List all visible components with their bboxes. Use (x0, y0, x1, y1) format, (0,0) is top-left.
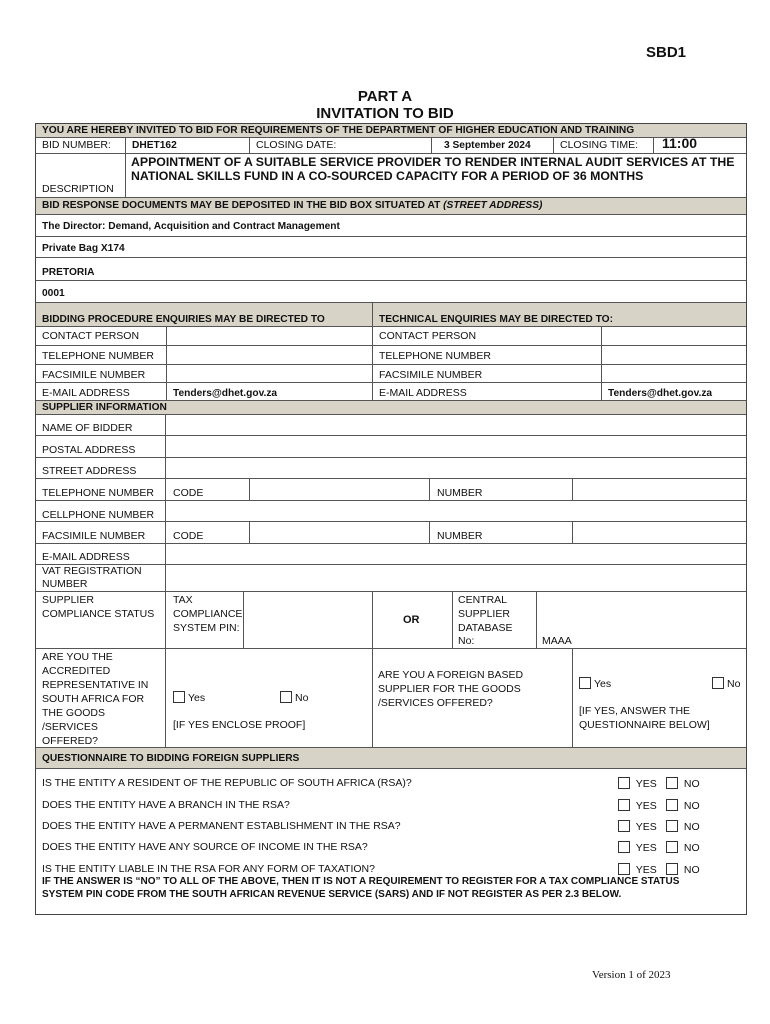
question-3-text: DOES THE ENTITY HAVE A PERMANENT ESTABLISHMENT IN THE RSA? (42, 820, 401, 832)
vat-label-line-2: NUMBER (42, 578, 88, 590)
deposit-line-4-row (36, 281, 746, 303)
question-1-yes-label: YES (635, 778, 657, 790)
or-label: OR (403, 614, 420, 626)
bid-number-value: DHET162 (132, 140, 177, 151)
technical-contact-label: CONTACT PERSON (379, 330, 477, 342)
question-2-no-label: NO (683, 800, 700, 812)
compliance-row (36, 592, 746, 649)
vat-label-line-1: VAT REGISTRATION (42, 565, 142, 577)
version-footer: Version 1 of 2023 (592, 969, 671, 981)
invite-header-row (36, 124, 746, 138)
csd-label-line-4: No: (458, 635, 475, 647)
supplier-telephone-row (36, 479, 746, 501)
deposit-line-3-row (36, 258, 746, 281)
accredited-no-label: No (295, 692, 309, 704)
facsimile-number-field[interactable] (572, 522, 746, 543)
deposit-line-2: Private Bag X174 (42, 243, 125, 254)
csd-number-field[interactable] (536, 592, 746, 648)
technical-contact-field[interactable] (601, 327, 746, 345)
supplier-facsimile-label: FACSIMILE NUMBER (42, 530, 146, 542)
cellphone-label: CELLPHONE NUMBER (42, 509, 155, 521)
question-3-no[interactable] (666, 820, 700, 835)
accredited-no-option[interactable] (280, 691, 308, 706)
question-3-yes-label: YES (635, 821, 657, 833)
foreign-note-line-2: QUESTIONNAIRE BELOW] (579, 719, 710, 731)
technical-telephone-label-cell (372, 346, 601, 364)
closing-time-cell[interactable] (653, 135, 746, 153)
technical-telephone-field[interactable] (601, 346, 746, 364)
cellphone-row (36, 501, 746, 522)
csd-label-cell (452, 592, 536, 648)
accredited-yes-checkbox[interactable] (173, 691, 185, 703)
telephone-number-label: NUMBER (437, 487, 483, 499)
deposit-header-row (36, 198, 746, 215)
questionnaire-note-line-2: SYSTEM PIN CODE FROM THE SOUTH AFRICAN REVENUE SERVICE (SARS) AND IF NOT REGISTER AS PER 2.3 BELOW. (42, 889, 622, 900)
accredited-yes-option[interactable] (173, 691, 205, 706)
bidding-facsimile-field[interactable] (166, 365, 372, 382)
technical-email-value: Tenders@dhet.gov.za (608, 388, 713, 399)
supplier-email-label: E-MAIL ADDRESS (42, 551, 130, 563)
supplier-email-row (36, 544, 746, 565)
deposit-header-italic: (STREET ADDRESS) (443, 200, 543, 211)
accredited-line-4: SOUTH AFRICA FOR (42, 693, 145, 705)
questionnaire-header-row (36, 748, 746, 769)
enclose-proof-note: [IF YES ENCLOSE PROOF] (173, 719, 306, 731)
supplier-facsimile-row (36, 522, 746, 544)
document-code: SBD1 (646, 44, 687, 61)
closing-date-label-cell (249, 138, 431, 153)
technical-enquiries-header: TECHNICAL ENQUIRIES MAY BE DIRECTED TO: (379, 314, 613, 325)
question-1-yes[interactable] (618, 777, 657, 792)
cellphone-field[interactable] (165, 501, 746, 521)
questionnaire-header: QUESTIONNAIRE TO BIDDING FOREIGN SUPPLIERS (42, 753, 300, 764)
telephone-code-label-cell (165, 479, 249, 500)
telephone-number-field[interactable] (572, 479, 746, 500)
bidding-email-value: Tenders@dhet.gov.za (173, 388, 278, 399)
description-cell[interactable] (125, 154, 746, 197)
question-5-yes-label: YES (635, 864, 657, 876)
deposit-line-3: PRETORIA (42, 267, 95, 278)
foreign-yes-label: Yes (594, 678, 612, 690)
compliance-label-line-1: SUPPLIER (42, 594, 94, 606)
question-3-yes[interactable] (618, 820, 657, 835)
postal-address-row (36, 436, 746, 458)
closing-date-cell[interactable] (431, 138, 553, 153)
bidder-name-label: NAME OF BIDDER (42, 422, 133, 434)
accredited-line-3: REPRESENTATIVE IN (42, 679, 149, 691)
closing-time-value: 11:00 (662, 135, 698, 151)
technical-facsimile-label-cell (372, 365, 601, 382)
question-1-yes-checkbox[interactable] (618, 777, 630, 789)
question-2-yes-label: YES (635, 800, 657, 812)
invite-header: YOU ARE HEREBY INVITED TO BID FOR REQUIREMENTS OF THE DEPARTMENT OF HIGHER EDUCATION AND TRAINING (42, 125, 635, 136)
foreign-line-1: ARE YOU A FOREIGN BASED (378, 669, 524, 681)
supplier-header-row (36, 401, 746, 415)
accredited-line-7: OFFERED? (42, 735, 99, 747)
accredited-yes-label: Yes (188, 692, 206, 704)
accredited-line-5: THE GOODS (42, 707, 106, 719)
question-2-yes[interactable] (618, 799, 657, 814)
foreign-line-2: SUPPLIER FOR THE GOODS (378, 683, 521, 695)
closing-date-label: CLOSING DATE: (256, 139, 337, 151)
enquiry-facsimile-row (36, 365, 746, 383)
bidding-email-field[interactable] (166, 383, 372, 400)
tax-pin-label-line-1: TAX (173, 594, 193, 606)
description-value: APPOINTMENT OF A SUITABLE SERVICE PROVIDER TO RENDER INTERNAL AUDIT SERVICES AT THE NATIONAL SKILLS FUND IN A CO-SOURCED CAPACITY FOR A PERIOD OF 36 MONTHS (131, 155, 735, 183)
question-5-yes-checkbox[interactable] (618, 863, 630, 875)
question-1-no[interactable] (666, 777, 700, 792)
facsimile-number-label: NUMBER (437, 530, 483, 542)
bidding-contact-label: CONTACT PERSON (42, 330, 140, 342)
or-cell (372, 592, 452, 648)
deposit-header (42, 199, 542, 213)
question-4-yes-label: YES (635, 842, 657, 854)
question-5-text: IS THE ENTITY LIABLE IN THE RSA FOR ANY FORM OF TAXATION? (42, 863, 375, 875)
deposit-line-4: 0001 (42, 288, 65, 299)
deposit-line-1-row (36, 215, 746, 237)
postal-address-label: POSTAL ADDRESS (42, 444, 136, 456)
question-2-no-checkbox[interactable] (666, 799, 678, 811)
technical-contact-label-cell (372, 327, 601, 345)
technical-header-cell (372, 303, 746, 326)
bidding-enquiries-header: BIDDING PROCEDURE ENQUIRIES MAY BE DIRECTED TO (42, 314, 325, 325)
technical-facsimile-field[interactable] (601, 365, 746, 382)
question-5-no-checkbox[interactable] (666, 863, 678, 875)
bidding-contact-field[interactable] (166, 327, 372, 345)
bid-number-label: BID NUMBER: (42, 139, 111, 151)
foreign-question-cell (372, 649, 572, 747)
deposit-line-2-row (36, 237, 746, 258)
bid-number-cell[interactable] (125, 138, 249, 153)
question-4-no[interactable] (666, 841, 700, 856)
telephone-number-label-cell (429, 479, 572, 500)
question-5-no-label: NO (683, 864, 700, 876)
accredited-line-2: ACCREDITED (42, 665, 111, 677)
bid-form (35, 123, 747, 915)
bidding-email-label: E-MAIL ADDRESS (42, 387, 130, 399)
csd-label-line-1: CENTRAL (458, 594, 508, 606)
deposit-line-1: The Director: Demand, Acquisition and Contract Management (42, 221, 340, 232)
vat-row (36, 565, 746, 592)
foreign-note-line-1: [IF YES, ANSWER THE (579, 705, 691, 717)
question-1-no-label: NO (683, 778, 700, 790)
facsimile-code-label: CODE (173, 530, 204, 542)
bidder-name-field[interactable] (165, 415, 746, 435)
question-4-no-label: NO (683, 842, 700, 854)
technical-email-label-cell (372, 383, 601, 400)
foreign-no-checkbox[interactable] (712, 677, 724, 689)
question-2-yes-checkbox[interactable] (618, 799, 630, 811)
question-3-no-checkbox[interactable] (666, 820, 678, 832)
facsimile-code-label-cell (165, 522, 249, 543)
question-1-text: IS THE ENTITY A RESIDENT OF THE REPUBLIC OF SOUTH AFRICA (RSA)? (42, 777, 412, 789)
questionnaire-note-line-1: IF THE ANSWER IS “NO” TO ALL OF THE ABOVE, THEN IT IS NOT A REQUIREMENT TO REGISTER FOR A TAX COMPLIANCE STATUS (42, 876, 680, 887)
supplier-email-field[interactable] (165, 544, 746, 564)
question-1-no-checkbox[interactable] (666, 777, 678, 789)
enquiry-email-row (36, 383, 746, 401)
bidding-telephone-field[interactable] (166, 346, 372, 364)
accredited-answer-cell (165, 649, 372, 747)
foreign-line-3: /SERVICES OFFERED? (378, 697, 493, 709)
technical-telephone-label: TELEPHONE NUMBER (379, 350, 492, 362)
accredited-line-1: ARE YOU THE (42, 651, 113, 663)
facsimile-code-field[interactable] (249, 522, 429, 543)
supplier-header: SUPPLIER INFORMATION (42, 402, 167, 413)
question-4-no-checkbox[interactable] (666, 841, 678, 853)
question-2-text: DOES THE ENTITY HAVE A BRANCH IN THE RSA? (42, 799, 290, 811)
question-4-yes-checkbox[interactable] (618, 841, 630, 853)
tax-pin-label-line-2: COMPLIANCE (173, 608, 243, 620)
accredited-no-checkbox[interactable] (280, 691, 292, 703)
question-4-yes[interactable] (618, 841, 657, 856)
accredited-row (36, 649, 746, 748)
question-3-no-label: NO (683, 821, 700, 833)
enquiry-telephone-row (36, 346, 746, 365)
telephone-code-label: CODE (173, 487, 204, 499)
technical-email-label: E-MAIL ADDRESS (379, 387, 467, 399)
facsimile-number-label-cell (429, 522, 572, 543)
enquiry-contact-row (36, 327, 746, 346)
question-3 (36, 820, 746, 836)
question-3-yes-checkbox[interactable] (618, 820, 630, 832)
telephone-code-field[interactable] (249, 479, 429, 500)
bidder-name-row (36, 415, 746, 436)
description-label: DESCRIPTION (42, 183, 114, 195)
compliance-label-line-2: COMPLIANCE STATUS (42, 608, 155, 620)
bidding-telephone-label: TELEPHONE NUMBER (42, 350, 155, 362)
foreign-yes-option[interactable] (579, 677, 611, 692)
question-1 (36, 777, 746, 793)
tax-pin-label-line-3: SYSTEM PIN: (173, 622, 240, 634)
csd-prefix: MAAA (542, 635, 572, 647)
street-address-row (36, 458, 746, 479)
postal-address-field[interactable] (165, 436, 746, 457)
foreign-no-label: No (727, 678, 741, 690)
foreign-answer-cell (572, 649, 746, 747)
accredited-line-6: /SERVICES (42, 721, 98, 733)
closing-date-value: 3 September 2024 (444, 140, 531, 151)
question-2 (36, 799, 746, 815)
deposit-header-text: BID RESPONSE DOCUMENTS MAY BE DEPOSITED IN THE BID BOX SITUATED AT (42, 200, 441, 211)
closing-time-label: CLOSING TIME: (560, 139, 638, 151)
supplier-telephone-label: TELEPHONE NUMBER (42, 487, 155, 499)
foreign-no-option[interactable] (712, 677, 740, 692)
question-4-text: DOES THE ENTITY HAVE ANY SOURCE OF INCOME IN THE RSA? (42, 841, 368, 853)
description-row (36, 154, 746, 198)
street-address-field[interactable] (165, 458, 746, 478)
enquiries-header-row (36, 303, 746, 327)
question-4 (36, 841, 746, 857)
vat-number-field[interactable] (165, 565, 746, 591)
closing-time-label-cell (553, 138, 653, 153)
foreign-yes-checkbox[interactable] (579, 677, 591, 689)
csd-label-line-2: SUPPLIER (458, 608, 510, 620)
question-2-no[interactable] (666, 799, 700, 814)
bidding-facsimile-label: FACSIMILE NUMBER (42, 369, 146, 381)
tax-pin-label-cell (165, 592, 243, 648)
part-label: PART A (357, 88, 413, 105)
street-address-label: STREET ADDRESS (42, 465, 137, 477)
technical-email-field[interactable] (601, 383, 746, 400)
tax-pin-field[interactable] (243, 592, 372, 648)
questionnaire-body (36, 769, 746, 914)
page-title: INVITATION TO BID (316, 105, 454, 122)
technical-facsimile-label: FACSIMILE NUMBER (379, 369, 483, 381)
csd-label-line-3: DATABASE (458, 622, 513, 634)
bid-number-row (36, 135, 746, 154)
